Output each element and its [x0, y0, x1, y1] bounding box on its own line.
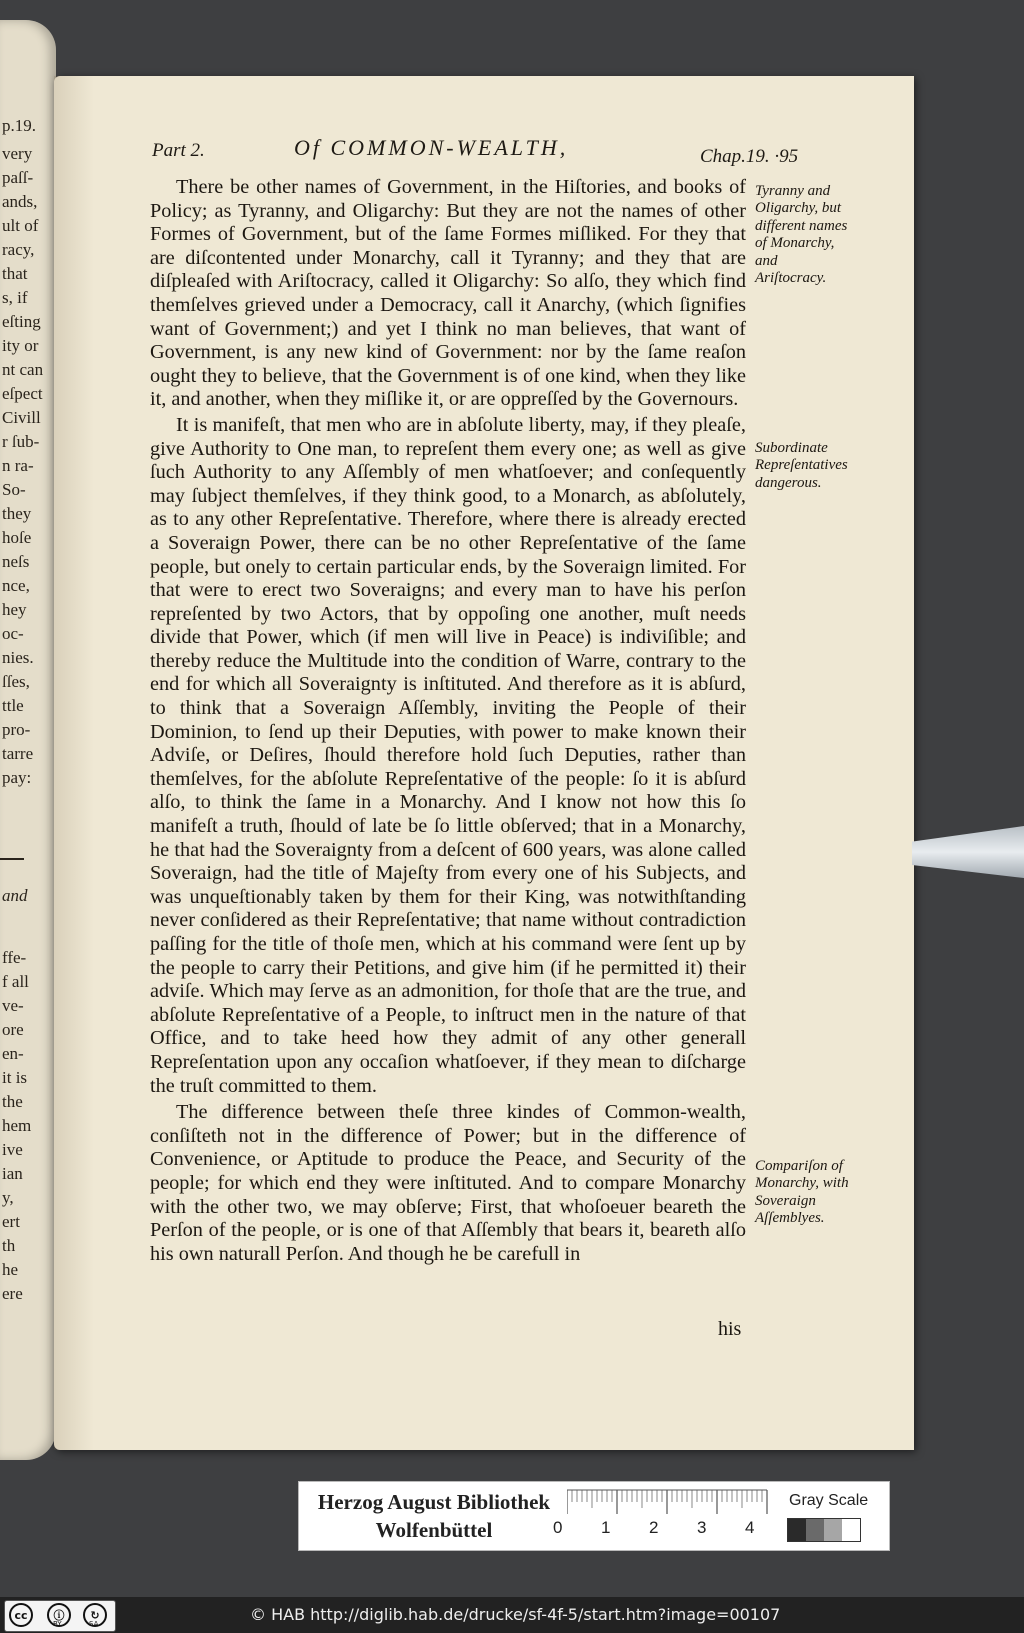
left-page-fragment: neſs: [2, 552, 30, 571]
left-page-fragment: ſſes,: [2, 672, 30, 691]
gray-patch-4: [842, 1519, 860, 1541]
left-page-fragment: pro-: [2, 720, 31, 739]
left-page-fragment: tarre: [2, 744, 34, 763]
left-page-fragment: th: [2, 1236, 16, 1255]
left-page-fragment: eſpect: [2, 384, 43, 403]
left-page-fragment: nies.: [2, 648, 34, 667]
margin-note-subordinate: Subordinate Repreſentatives dangerous.: [755, 440, 848, 491]
ruler-number-4: 4: [745, 1518, 755, 1537]
running-header: [152, 132, 799, 167]
margin-note-comparison: Compariſon of Monarchy, with Soveraign Aſſemblyes.: [755, 1158, 849, 1227]
left-page-fragment: ult of: [2, 216, 39, 235]
left-page-fragment: very: [2, 144, 33, 163]
left-page-fragment: ve-: [2, 996, 24, 1015]
body-text: [150, 176, 746, 1266]
left-page-fragment: he: [2, 1260, 19, 1279]
left-page-fragment: eſting: [2, 312, 41, 331]
header-chapter-page: Chap.19. ·95: [700, 146, 799, 167]
sa-share-alike-icon: ↻: [83, 1603, 107, 1627]
source-url[interactable]: © HAB http://diglib.hab.de/drucke/sf-4f-5/start.htm?image=00107: [250, 1605, 781, 1624]
left-page-fragment: that: [2, 264, 28, 283]
left-page-rule: [0, 858, 24, 860]
left-page-fragment: p.19.: [2, 116, 36, 135]
library-name-line1: Herzog August Bibliothek: [317, 1490, 551, 1514]
library-name-line2: Wolfenbüttel: [375, 1518, 493, 1542]
paragraph-2: It is manifeſt, that men who are in abſolute liberty, may, if they pleaſe, give Authority to One man, to repreſent them every one; as well as give ſuch Authority to any Aſſembly of men whatſoever; and conſequently may ſubject themſelves, if they think good, to a Monarch, as abſolutely, as to any other Repreſentative. Therefore, where there is already erected a Soveraign Power, there can be no other Repreſentative of the ſame people, but onely to certain particular ends, by the Soveraign limited. For that were to erect two Soveraigns; and every man to have his perſon repreſented by two Actors, that by oppoſing one another, muſt needs divide that Power, which (if men will live in Peace) is indiviſible; and thereby reduce the Multitude into the condition of Warre, contrary to the end for which all Soveraignty is inſtituted. And therefore as it is abſurd, to think that a Soveraign Aſſembly, inviting the People of their Dominion, to ſend up their Deputies, with power to make known their Adviſe, or Deſires, ſhould therefore hold ſuch Deputies, rather than themſelves, for the abſolute Repreſentative of the people: ſo it is abſurd alſo, to think the ſame in a Monarchy. And I know not how this ſo manifeſt a truth, ſhould of late be ſo little obſerved; that in a Monarchy, he that had the Soveraignty from a deſcent of 600 years, was alone called Soveraign, had the title of Majeſty from every one of his Subjects, and was unqueſtionably taken by them for their King, was notwithſtanding never conſidered as their Repreſentative; that name without contradiction paſſing for the title of thoſe men, which at his command were ſent up by the people to carry their Petitions, and give him (if he permitted it) their adviſe. Which may ſerve as an admonition, for thoſe that are the true, and abſolute Repreſentative of a People, to inſtruct men in the nature of that Office, and to take heed how they admit of any other generall Repreſentation upon any occaſion whatſoever, if they mean to diſcharge the truſt committed to them.: [150, 413, 746, 1097]
by-attribution-icon: ⓘ: [47, 1603, 71, 1627]
left-page-fragment: ttle: [2, 696, 24, 715]
left-page-fragment: it is: [2, 1068, 28, 1087]
left-page-fragment: So-: [2, 480, 26, 499]
left-page-fragment: oc-: [2, 624, 24, 643]
left-page-fragment: pay:: [2, 768, 32, 787]
left-page-fragment: ive: [2, 1140, 23, 1159]
left-page-fragment: s, if: [2, 288, 28, 307]
ruler-number-0: 0: [553, 1518, 563, 1537]
gray-patch-1: [788, 1519, 806, 1541]
ruler-number-3: 3: [697, 1518, 707, 1537]
left-page-fragment: hem: [2, 1116, 32, 1135]
left-page-fragment: en-: [2, 1044, 24, 1063]
left-page-fragment: they: [2, 504, 32, 523]
left-page-fragment: ands,: [2, 192, 38, 211]
left-page-fragment: ity or: [2, 336, 39, 355]
left-page-fragment: r ſub-: [2, 432, 40, 451]
left-page-fragment: f all: [2, 972, 29, 991]
left-page-fragment: Civill: [2, 408, 41, 427]
left-page-fragment: ere: [2, 1284, 23, 1303]
by-label: BY: [53, 1620, 62, 1628]
left-page-fragment: hey: [2, 600, 27, 619]
left-page-edge: [0, 20, 56, 1460]
cc-license-badge[interactable]: [4, 1600, 116, 1632]
left-page-fragment: racy,: [2, 240, 35, 259]
left-page-fragment: y,: [2, 1188, 14, 1207]
left-page-fragment: ffe-: [2, 948, 27, 967]
gray-patch-3: [824, 1519, 842, 1541]
gray-scale-label: Gray Scale: [789, 1492, 869, 1509]
paragraph-3: The difference between theſe three kindes of Common-wealth, conſiſteth not in the difference of Power; but in the difference of Convenience, or Aptitude to produce the Peace, and Security of the people; for which end they were inſtituted. And to compare Monarchy with the other two, we may obſerve; First, that whoſoeuer beareth the Perſon of the people, or is one of that Aſſembly that bears it, beareth alſo his own naturall Perſon. And though he be carefull in: [150, 1101, 746, 1265]
paragraph-1: There be other names of Government, in the Hiſtories, and books of Policy; as Tyranny, and Oligarchy: But they are not the names of other Formes of Government, but of the ſame Formes miſliked. For they that are diſcontented under Monarchy, call it Tyranny; and they that are diſpleaſed with Ariſtocracy, called it Oligarchy: So alſo, they which find themſelves grieved under a Democracy, call it Anarchy, (which ſignifies want of Government;) and yet I think no man believes, that want of Government, is any new kind of Government: nor by the ſame reaſon ought they to believe, that the Government is of one kind, when they like it, and another, when they miſlike it, or are oppreſſed by the Governours.: [150, 176, 746, 411]
gray-patch-2: [806, 1519, 824, 1541]
left-page-fragment: ore: [2, 1020, 24, 1039]
gray-scale-bar: [787, 1518, 861, 1542]
margin-note-tyranny: Tyranny and Oligarchy, but different names of Monarchy, and Ariſtocracy.: [755, 183, 848, 287]
sa-label: SA: [89, 1620, 99, 1628]
left-page-fragment: ian: [2, 1164, 23, 1183]
left-page-fragment: the: [2, 1092, 23, 1111]
ruler-number-2: 2: [649, 1518, 659, 1537]
left-page-fragment: nt can: [2, 360, 44, 379]
left-page-fragment: hoſe: [2, 528, 32, 547]
header-part: Part 2.: [152, 140, 205, 161]
left-page-fragment: nce,: [2, 576, 30, 595]
left-page-fragment: paſſ-: [2, 168, 34, 187]
catchword: his: [718, 1318, 742, 1340]
footer-bar: [0, 1597, 1024, 1633]
ruler-number-1: 1: [601, 1518, 611, 1537]
left-page-fragment: ert: [2, 1212, 20, 1231]
bookmark-strip: [912, 826, 1024, 878]
left-page-fragment: n ra-: [2, 456, 34, 475]
left-page-fragment: and: [2, 886, 28, 905]
library-color-target: [298, 1481, 890, 1551]
header-title: Of COMMON-WEALTH,: [294, 135, 569, 160]
cc-icon: cc: [9, 1603, 33, 1627]
